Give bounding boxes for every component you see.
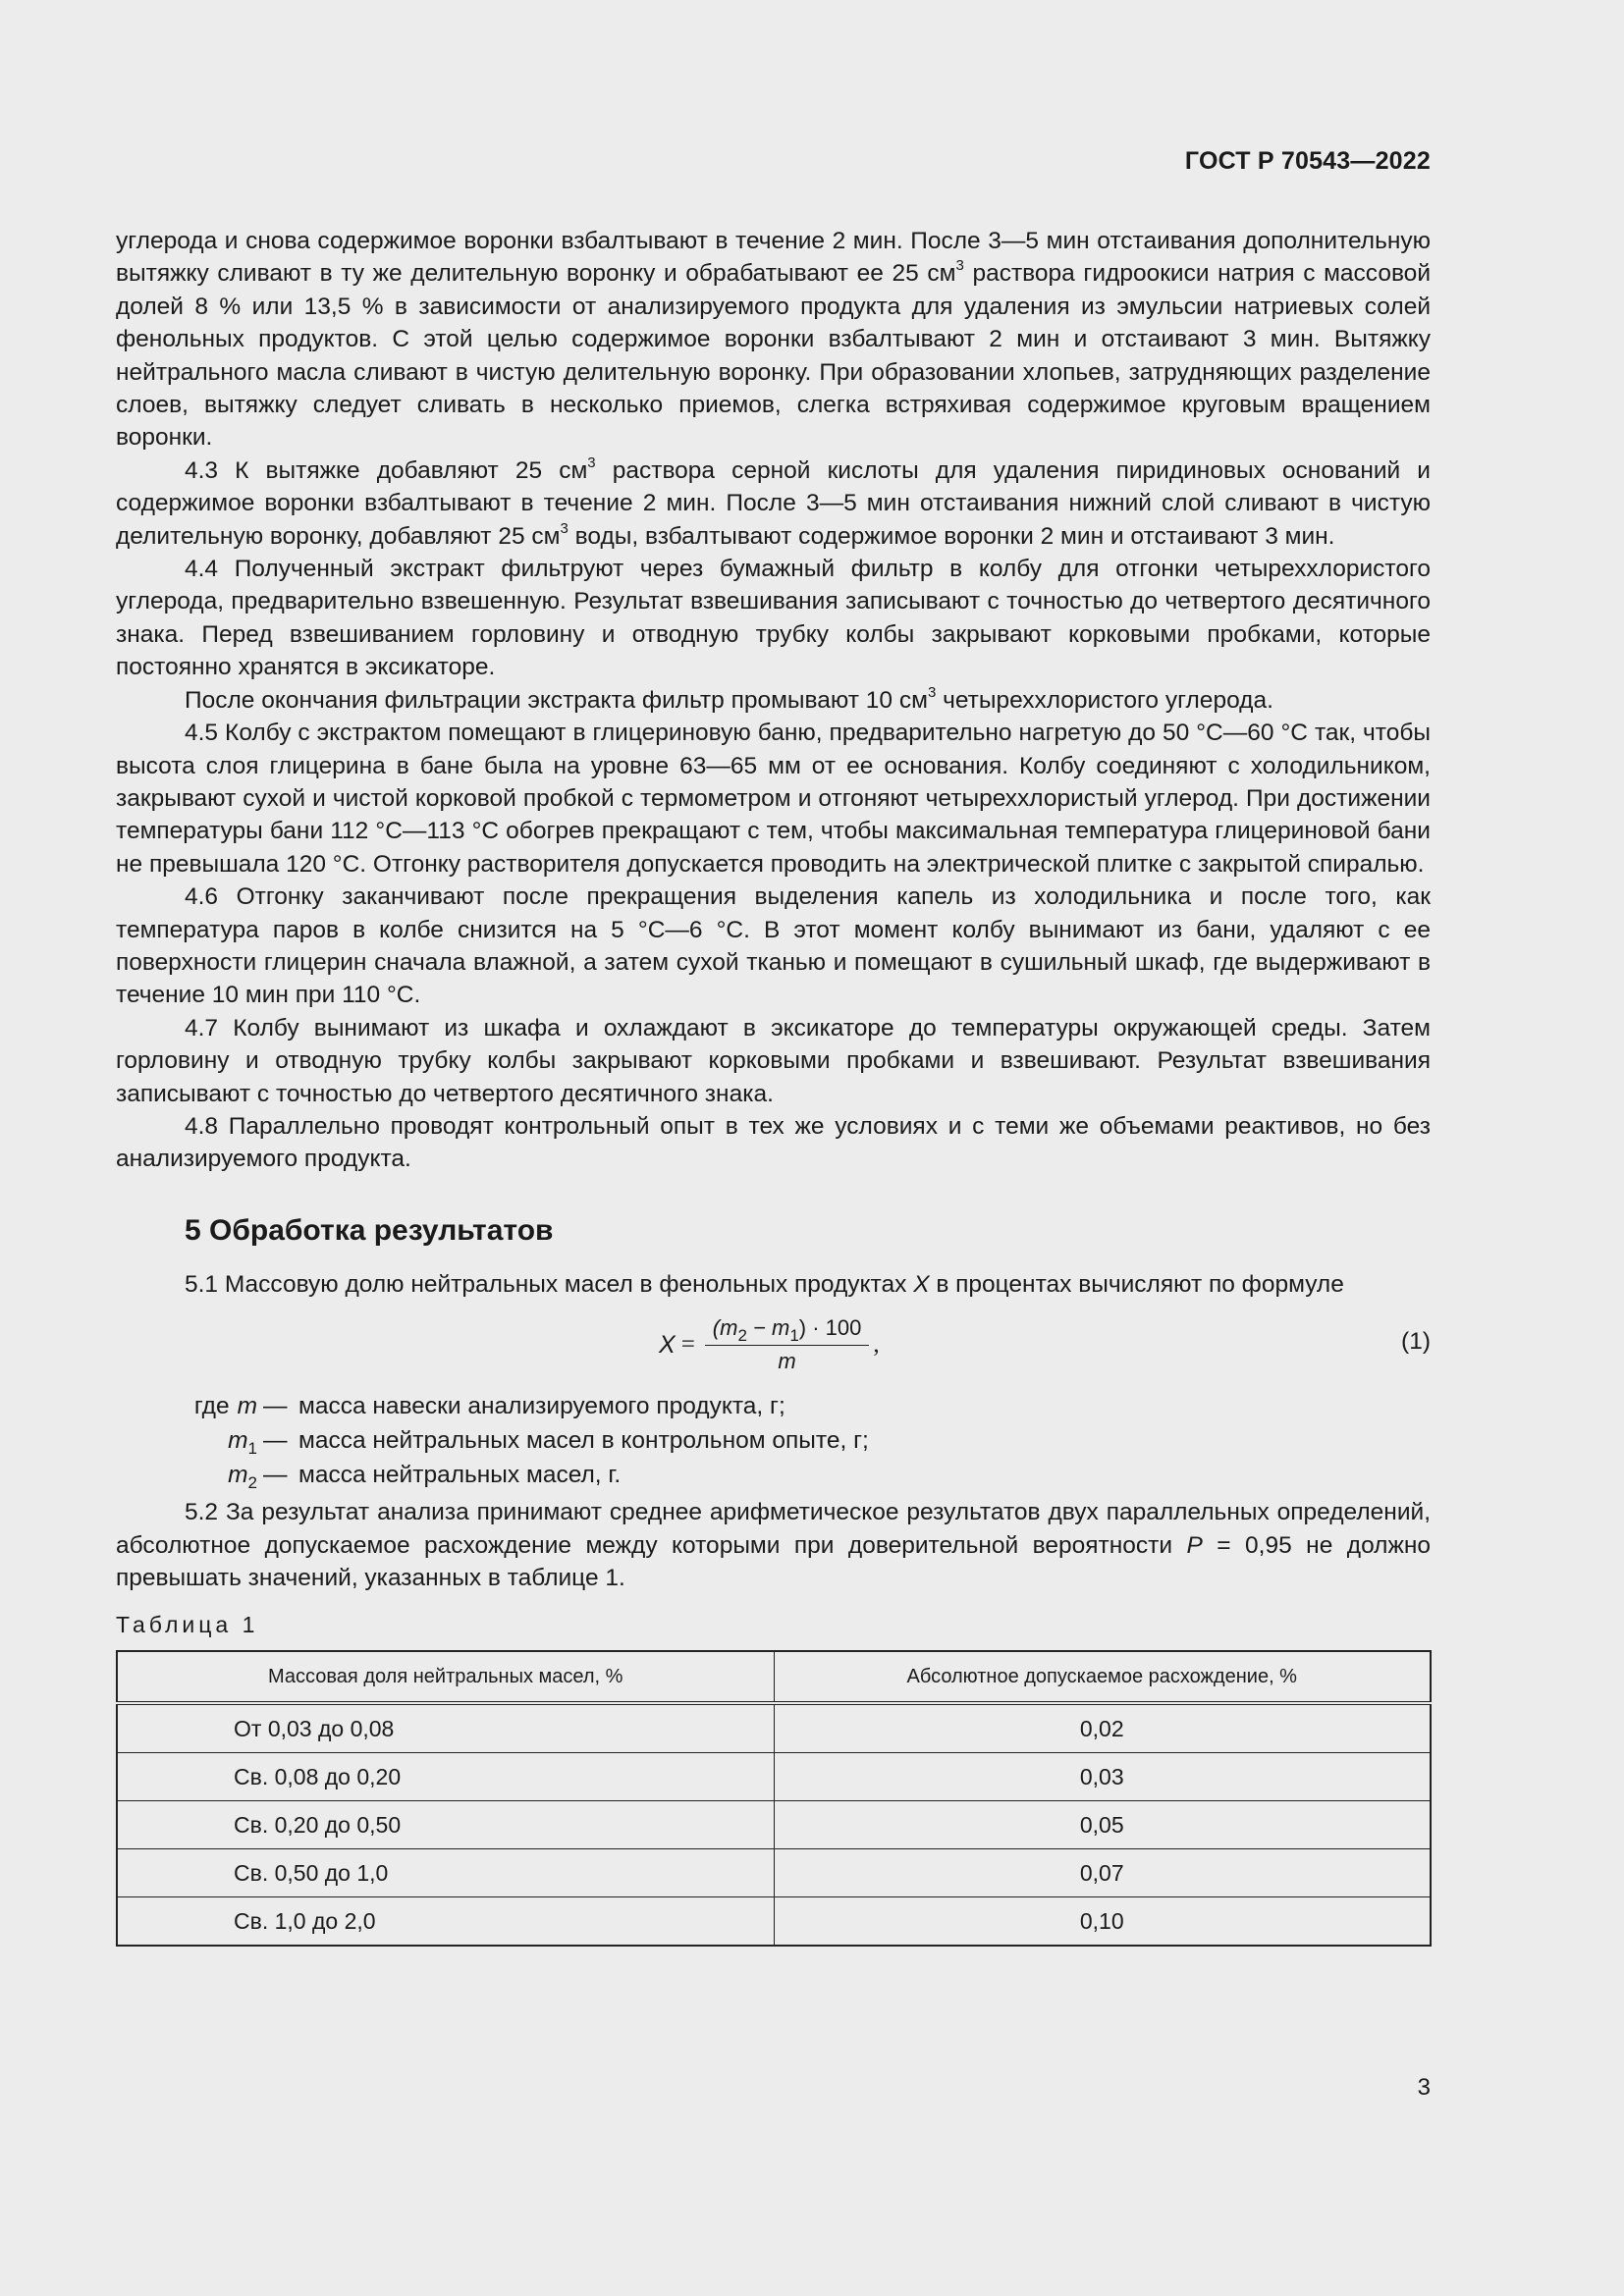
paragraph-4-4-filtration: После окончания фильтрации экстракта фильтр промывают 10 $см^3$ четыреххлористого углерода. (185, 683, 1273, 714)
table-cell: Св. 0,08 до 0,20 (117, 1753, 774, 1801)
document-body (116, 225, 1431, 1947)
legend-item: где m — масса навески анализируемого продукта, г; (193, 1393, 785, 1420)
page-number: 3 (1417, 2074, 1431, 2101)
paragraph-4-3: 4.3 К вытяжке добавляют 25 $см^3$ раствора серной кислоты для удаления пиридиновых оснований и содержимое воронки взбалтывают в течение 2 мин. После 3—5 мин отстаивания нижний слой сливают в чистую делительную воронку, добавляют 25 $см^3$ воды, взбалтывают содержимое воронки 2 мин и отстаивают 3 мин. (116, 454, 1431, 550)
table-cell: Св. 1,0 до 2,0 (117, 1897, 774, 1947)
table-header-cell: Абсолютное допускаемое расхождение, % (774, 1651, 1431, 1703)
table-row (117, 1849, 1431, 1897)
table-cell: 0,03 (774, 1753, 1431, 1801)
formula-denominator: m (778, 1349, 796, 1374)
table-cell: 0,07 (774, 1849, 1431, 1897)
results-table (116, 1650, 1432, 1947)
table-row (117, 1753, 1431, 1801)
formula-1 (116, 1305, 1431, 1385)
formula-fraction (705, 1315, 870, 1374)
formula-numerator: $(m_2 - m_1) \cdot 100$ (705, 1315, 870, 1346)
paragraph-5-2: 5.2 За результат анализа принимают среднее арифметическое результатов двух параллельных определений, абсолютное допускаемое расхождение между которыми при доверительной вероятности P = 0,95 не должно превышать значений, указанных в таблице 1. (116, 1499, 1431, 1591)
table-row (117, 1703, 1431, 1753)
table-header-cell: Массовая доля нейтральных масел, % (117, 1651, 774, 1703)
paragraph-4-8: 4.8 Параллельно проводят контрольный опыт в тех же условиях и с теми же объемами реактивов, но без анализируемого продукта. (116, 1112, 1431, 1173)
paragraph-4-6: 4.6 Отгонку заканчивают после прекращения выделения капель из холодильника и после того, как температура паров в колбе снизится на 5 °С—6 °С. В этот момент колбу вынимают из бани, удаляют с ее поверхности глицерин сначала влажной, а затем сухой тканью и помещают в сушильный шкаф, где выдерживают в течение 10 мин при 110 °С. (116, 883, 1431, 1009)
table-caption: Таблица 1 (116, 1612, 259, 1638)
formula-comma: , (873, 1331, 880, 1359)
table-row (117, 1801, 1431, 1849)
table-cell: 0,05 (774, 1801, 1431, 1849)
paragraph-continuation: углерода и снова содержимое воронки взбалтывают в течение 2 мин. После 3—5 мин отстаивания дополнительную вытяжку сливают в ту же делительную воронку и обрабатывают ее 25 $см^3$ раствора гидроокиси натрия с массовой долей 8 % или 13,5 % в зависимости от анализируемого продукта для удаления из эмульсии натриевых солей фенольных продуктов. С этой целью содержимое воронки взбалтывают 2 мин и отстаивают 3 мин. Вытяжку нейтрального масла сливают в чистую делительную воронку. При образовании хлопьев, затрудняющих разделение слоев, вытяжку следует сливать в несколько приемов, слегка встряхивая содержимое круговым вращением воронки. (116, 228, 1431, 452)
table-cell: 0,02 (774, 1703, 1431, 1753)
legend-item: $m_2$ — масса нейтральных масел, г. (228, 1462, 622, 1493)
table-row (117, 1897, 1431, 1947)
formula-equals: = (680, 1331, 695, 1359)
paragraph-4-5: 4.5 Колбу с экстрактом помещают в глицериновую баню, предварительно нагретую до 50 °С—60 °С так, чтобы высота слоя глицерина в бане была на уровне 63—65 мм от ее основания. Колбу соединяют с холодильником, закрывают сухой и чистой корковой пробкой с термометром и отгоняют четыреххлористый углерод. При достижении температуры бани 112 °С—113 °С обогрев прекращают с тем, чтобы максимальная температура глицериновой бани не превышала 120 °С. Отгонку растворителя допускается проводить на электрической плитке с закрытой спиралью. (116, 720, 1431, 878)
table-cell: 0,10 (774, 1897, 1431, 1947)
legend-item: $m_1$ — масса нейтральных масел в контрольном опыте, г; (228, 1427, 869, 1459)
paragraph-4-7: 4.7 Колбу вынимают из шкафа и охлаждают в эксикаторе до температуры окружающей среды. Затем горловину и отводную трубку колбы закрывают корковыми пробками и взвешивают. Результат взвешивания записывают с точностью до четвертого десятичного знака. (116, 1014, 1431, 1107)
table-cell: Св. 0,20 до 0,50 (117, 1801, 774, 1849)
formula-legend (116, 1389, 1431, 1492)
section-title: 5 Обработка результатов (185, 1213, 554, 1247)
formula-number: (1) (1401, 1328, 1431, 1356)
paragraph-4-4: 4.4 Полученный экстракт фильтруют через бумажный фильтр в колбу для отгонки четыреххлористого углерода, предварительно взвешенную. Результат взвешивания записывают с точностью до четвертого десятичного знака. Перед взвешиванием горловину и отводную трубку колбы закрывают корковыми пробками, которые постоянно хранятся в эксикаторе. (116, 556, 1431, 681)
formula-lhs: X (659, 1330, 676, 1359)
table-header-row (117, 1651, 1431, 1703)
table-cell: От 0,03 до 0,08 (117, 1703, 774, 1753)
table-cell: Св. 0,50 до 1,0 (117, 1849, 774, 1897)
formula-expression (659, 1305, 880, 1385)
paragraph-5-1: 5.1 Массовую долю нейтральных масел в фенольных продуктах X в процентах вычисляют по формуле (185, 1270, 1344, 1298)
document-code: ГОСТ Р 70543—2022 (1184, 147, 1431, 175)
